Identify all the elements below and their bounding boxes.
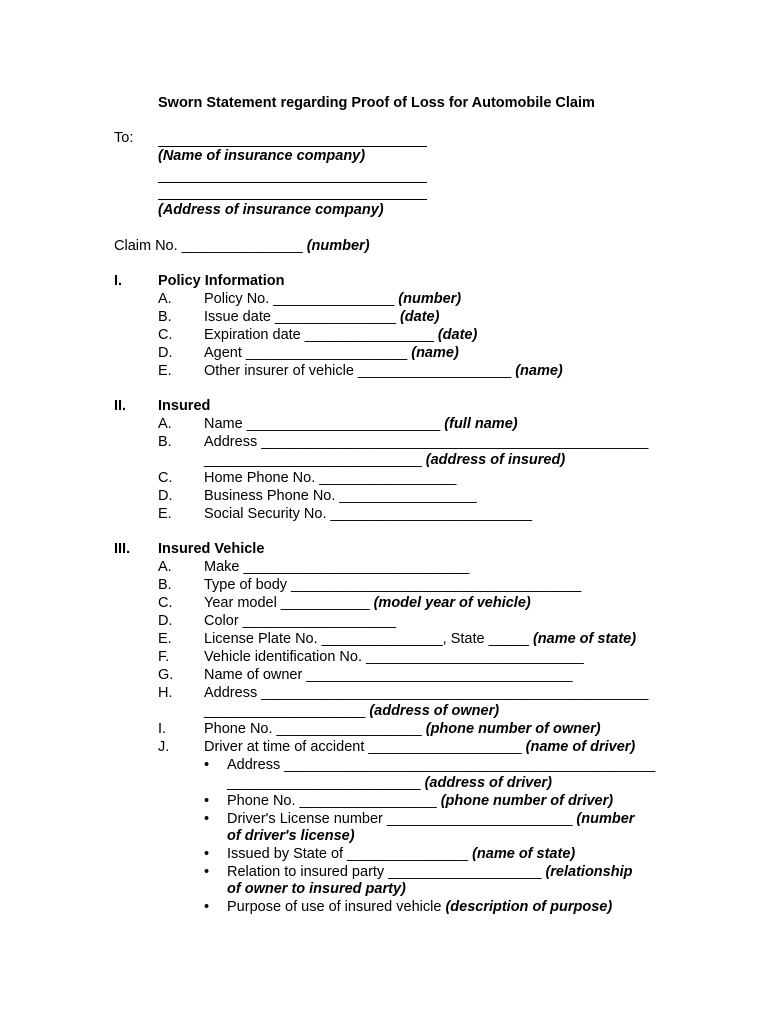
item-letter: D. [158, 345, 173, 361]
item-letter: E. [158, 631, 172, 647]
section-3-title: Insured Vehicle [158, 541, 265, 557]
driver-name-field: Driver at time of accident ___________________ (name of driver) [204, 739, 636, 755]
other-insurer-field: Other insurer of vehicle ___________________ (name) [204, 363, 563, 379]
item-letter: A. [158, 559, 172, 575]
section-2-number: II. [114, 398, 127, 414]
item-letter: D. [158, 613, 173, 629]
item-letter: J. [158, 739, 170, 755]
item-letter: D. [158, 488, 173, 504]
bullet-icon: • [204, 793, 210, 809]
home-phone-field: Home Phone No. _________________ [204, 470, 457, 486]
section-1-title: Policy Information [158, 273, 285, 289]
item-letter: C. [158, 470, 173, 486]
item-letter: B. [158, 309, 172, 325]
driver-phone-field: Phone No. _________________ (phone number of driver) [227, 793, 614, 809]
owner-phone-field: Phone No. __________________ (phone number of owner) [204, 721, 601, 737]
section-1-number: I. [114, 273, 123, 289]
license-plate-field: License Plate No. _______________, State _____ (name of state) [204, 631, 637, 647]
to-label: To: [114, 130, 134, 146]
purpose-field: Purpose of use of insured vehicle (description of purpose) [227, 899, 613, 915]
owner-address-continued: ____________________ (address of owner) [204, 703, 500, 719]
item-letter: E. [158, 506, 172, 522]
insurer-address-line-1 [158, 182, 427, 183]
item-letter: C. [158, 327, 173, 343]
vehicle-make-field: Make ____________________________ [204, 559, 470, 575]
item-letter: G. [158, 667, 174, 683]
insurer-address-hint: (Address of insurance company) [158, 202, 384, 218]
bullet-icon: • [204, 846, 210, 862]
claim-number-label: Claim No. _______________ [114, 238, 303, 254]
color-field: Color ___________________ [204, 613, 396, 629]
item-letter: C. [158, 595, 173, 611]
bullet-icon: • [204, 757, 210, 773]
driver-license-hint-continued: of driver's license) [227, 828, 355, 844]
insurer-address-line-2 [158, 199, 427, 200]
expiration-date-field: Expiration date ________________ (date) [204, 327, 478, 343]
section-2-title: Insured [158, 398, 211, 414]
item-letter: A. [158, 416, 172, 432]
issue-date-field: Issue date _______________ (date) [204, 309, 440, 325]
bullet-icon: • [204, 811, 210, 827]
bullet-icon: • [204, 864, 210, 880]
item-letter: B. [158, 577, 172, 593]
driver-license-field: Driver's License number _______________________ (number [227, 811, 635, 827]
item-letter: F. [158, 649, 170, 665]
document-title: Sworn Statement regarding Proof of Loss for Automobile Claim [158, 95, 595, 111]
owner-address-field: Address ________________________________________________ [204, 685, 649, 701]
section-3-number: III. [114, 541, 131, 557]
agent-field: Agent ____________________ (name) [204, 345, 459, 361]
business-phone-field: Business Phone No. _________________ [204, 488, 477, 504]
driver-address-continued: ________________________ (address of driver) [227, 775, 552, 791]
issuing-state-field: Issued by State of _______________ (name of state) [227, 846, 576, 862]
item-letter: B. [158, 434, 172, 450]
owner-name-field: Name of owner _________________________________ [204, 667, 573, 683]
body-type-field: Type of body ____________________________________ [204, 577, 582, 593]
relation-field: Relation to insured party ___________________ (relationship [227, 864, 633, 880]
policy-number-field: Policy No. _______________ (number) [204, 291, 462, 307]
item-letter: E. [158, 363, 172, 379]
item-letter: A. [158, 291, 172, 307]
item-letter: H. [158, 685, 173, 701]
relation-hint-continued: of owner to insured party) [227, 881, 406, 897]
item-letter: I. [158, 721, 167, 737]
claim-number-hint: (number) [306, 238, 370, 254]
insurer-name-hint: (Name of insurance company) [158, 148, 366, 164]
claim-number-field [114, 237, 370, 255]
insured-name-field: Name ________________________ (full name) [204, 416, 518, 432]
driver-address-field: Address ______________________________________________ [227, 757, 656, 773]
bullet-icon: • [204, 899, 210, 915]
insured-address-field: Address ________________________________________________ [204, 434, 649, 450]
vin-field: Vehicle identification No. ___________________________ [204, 649, 584, 665]
year-model-field: Year model ___________ (model year of vehicle) [204, 595, 531, 611]
insured-address-continued: ___________________________ (address of insured) [204, 452, 566, 468]
social-security-field: Social Security No. _________________________ [204, 506, 533, 522]
